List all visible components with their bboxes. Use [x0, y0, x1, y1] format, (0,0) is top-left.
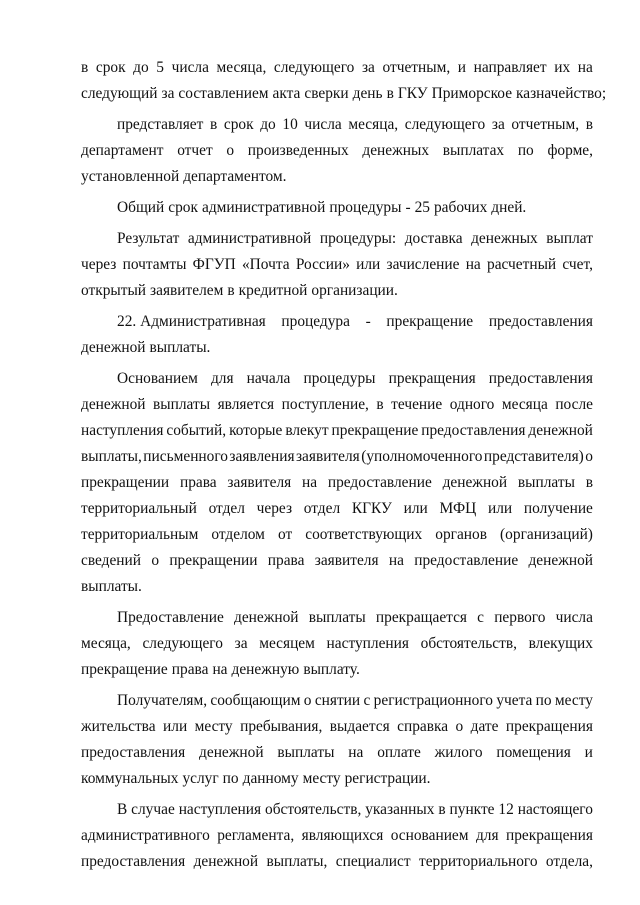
word: денежную — [231, 661, 300, 678]
word: ГКУ — [397, 85, 428, 102]
word: административной — [187, 230, 312, 247]
word: - — [405, 199, 411, 216]
word: которые — [229, 422, 283, 439]
word: до — [260, 116, 276, 133]
text-line — [81, 522, 593, 548]
word: в — [227, 282, 235, 299]
word: процедуры: — [319, 230, 397, 247]
word: наступления — [81, 422, 164, 439]
text-line — [81, 496, 593, 522]
word: одного — [449, 396, 495, 413]
word: специалист — [335, 853, 411, 870]
word: права — [267, 552, 305, 569]
word: за — [491, 116, 505, 133]
word: прекращения — [505, 827, 593, 844]
word: регистрации. — [344, 770, 431, 787]
word: доставка — [404, 230, 463, 247]
word: о — [455, 718, 464, 735]
word: процедуры — [303, 370, 376, 387]
word: и — [584, 744, 593, 761]
word: помещения — [496, 744, 571, 761]
word: следующего — [404, 116, 486, 133]
text-line — [81, 740, 593, 766]
word: 12 — [498, 801, 514, 818]
word: для — [475, 827, 499, 844]
text-line — [81, 714, 593, 740]
text-line — [81, 226, 593, 252]
word: административной — [201, 199, 326, 216]
word: выплату. — [303, 661, 360, 678]
word: 5 — [156, 59, 164, 76]
word: отчетным, — [511, 116, 580, 133]
word: с — [363, 692, 371, 709]
word: месяца — [501, 396, 548, 413]
word: 25 — [414, 199, 430, 216]
word: от — [277, 526, 293, 543]
text-line — [81, 309, 593, 335]
word: прекращении — [81, 474, 170, 491]
word: представителя) — [483, 448, 584, 465]
word: отдел — [208, 500, 245, 517]
paragraph-p6 — [81, 366, 593, 600]
word: денежной — [528, 552, 593, 569]
word: форме, — [547, 142, 593, 159]
word: жительства — [81, 718, 156, 735]
word: направляет — [473, 59, 547, 76]
text-line — [81, 81, 607, 107]
word: заявления — [229, 448, 295, 465]
word: выплаты — [153, 396, 211, 413]
word: выплат — [546, 230, 593, 247]
word: учета — [496, 692, 533, 709]
word: дате — [470, 718, 499, 735]
word: заявителем — [150, 282, 224, 299]
word: или — [488, 500, 513, 517]
word: прекращение — [81, 661, 168, 678]
word: в — [386, 85, 394, 102]
word: рабочих — [433, 199, 488, 216]
word: в — [585, 116, 593, 133]
word: указанных — [365, 801, 435, 818]
word: выплаты, — [81, 448, 142, 465]
word: денежной — [199, 744, 264, 761]
word: в — [585, 474, 593, 491]
word: основанием — [390, 827, 469, 844]
word: за — [234, 635, 248, 652]
word: снятии — [314, 692, 361, 709]
word: Общий — [117, 199, 165, 216]
word: обстоятельств, — [265, 801, 362, 818]
word: предоставления — [421, 422, 526, 439]
text-line — [81, 605, 593, 631]
word: в — [209, 116, 218, 133]
word: по — [535, 692, 552, 709]
word: справка — [397, 718, 449, 735]
word: прекращении — [169, 552, 258, 569]
word: до — [133, 59, 149, 76]
word: для — [210, 370, 234, 387]
word: их — [554, 59, 571, 76]
text-line — [81, 55, 593, 81]
word: заявителя — [227, 474, 292, 491]
word: оплате — [377, 744, 421, 761]
text-line — [81, 112, 593, 138]
word: месяцем — [259, 635, 315, 652]
word: услуг — [182, 770, 219, 787]
word: выплатах — [442, 142, 505, 159]
word: Результат — [117, 230, 180, 247]
word: пункте — [449, 801, 495, 818]
word: - — [365, 313, 371, 330]
word: срок — [223, 116, 254, 133]
word: прекращение — [386, 313, 474, 330]
word: ФГУП — [192, 256, 236, 273]
text-line — [81, 444, 593, 470]
word: предоставления — [81, 853, 186, 870]
paragraph-p2 — [81, 112, 593, 190]
word: месту — [554, 692, 593, 709]
word: через — [256, 500, 293, 517]
word: течение — [391, 396, 443, 413]
word: на — [465, 256, 481, 273]
paragraph-p7 — [81, 605, 593, 683]
word: Приморское — [431, 85, 513, 102]
word: о — [303, 692, 312, 709]
paragraph-p9 — [81, 797, 593, 875]
word: денежных — [471, 230, 538, 247]
word: представляет — [117, 116, 204, 133]
word: является — [217, 396, 275, 413]
word: предоставления — [488, 313, 593, 330]
text-line — [81, 252, 593, 278]
word: территориальный — [81, 500, 197, 517]
word: на — [212, 661, 228, 678]
word: (уполномоченного — [361, 448, 483, 465]
word: денежной — [193, 853, 259, 870]
word: счет, — [562, 256, 593, 273]
text-line — [81, 418, 593, 444]
word: являющихся — [301, 827, 384, 844]
word: на — [348, 744, 364, 761]
word: отчет — [177, 142, 213, 159]
word: установленной — [81, 168, 180, 185]
word: наступления — [326, 635, 409, 652]
word: 22. Административная — [117, 313, 266, 330]
word: числа — [171, 59, 209, 76]
word: за — [161, 85, 175, 102]
text-line — [81, 278, 593, 304]
word: России» — [295, 256, 350, 273]
paragraph-p4 — [81, 226, 593, 304]
word: письменного — [143, 448, 228, 465]
word: на — [388, 552, 404, 569]
word: территориальным — [81, 526, 199, 543]
word: МФЦ — [439, 500, 477, 517]
word: «Почта — [241, 256, 290, 273]
paragraph-p8 — [81, 688, 593, 792]
word: в — [438, 801, 446, 818]
word: месяца, — [348, 116, 399, 133]
text-line — [81, 138, 593, 164]
word: обстоятельств, — [420, 635, 517, 652]
word: данному — [242, 770, 299, 787]
word: по — [517, 142, 534, 159]
text-line — [81, 366, 593, 392]
text-line — [81, 657, 593, 683]
word: департамент — [81, 142, 164, 159]
word: срок — [168, 199, 198, 216]
word: влекущих — [528, 635, 593, 652]
word: денежной — [528, 422, 593, 439]
word: организации. — [311, 282, 398, 299]
word: заявителя — [314, 552, 379, 569]
word: на — [302, 474, 318, 491]
word: пребывания, — [240, 718, 323, 735]
word: В — [117, 801, 128, 818]
word: первого — [494, 609, 546, 626]
word: территориального — [418, 853, 538, 870]
word: Основанием — [117, 370, 198, 387]
paragraph-p1 — [81, 55, 607, 107]
text-line — [81, 335, 593, 361]
word: о — [151, 552, 160, 569]
word: по — [222, 770, 239, 787]
word: получение — [523, 500, 593, 517]
word: предоставления — [488, 370, 593, 387]
word: 10 — [282, 116, 298, 133]
word: денежных — [362, 142, 430, 159]
text-line — [81, 574, 593, 600]
word: за — [361, 59, 375, 76]
word: жилого — [434, 744, 483, 761]
text-line — [81, 688, 593, 714]
text-line — [81, 631, 593, 657]
word: дней. — [491, 199, 527, 216]
word: права — [171, 661, 209, 678]
word: поступление, — [281, 396, 369, 413]
word: акта — [272, 85, 301, 102]
word: Получателям, — [117, 692, 208, 709]
word: в — [376, 396, 384, 413]
word: или — [356, 256, 381, 273]
word: предоставление — [414, 552, 519, 569]
word: выплаты, — [266, 853, 328, 870]
word: денежной — [81, 396, 146, 413]
word: открытый — [81, 282, 147, 299]
word: через — [81, 256, 117, 273]
text-line — [81, 164, 593, 190]
word: с — [477, 609, 485, 626]
word: месяца, — [216, 59, 267, 76]
word: денежной — [81, 339, 146, 356]
word: или — [403, 500, 428, 517]
word: месяца, — [81, 635, 131, 652]
word: выплаты. — [149, 339, 211, 356]
word: выплаты. — [81, 578, 142, 595]
word: отдел — [303, 500, 341, 517]
word: месту — [302, 770, 341, 787]
word: событий, — [166, 422, 227, 439]
word: выплаты — [517, 474, 575, 491]
text-line — [81, 766, 593, 792]
document-page — [81, 55, 607, 880]
word: административного — [81, 827, 210, 844]
word: КГКУ — [351, 500, 392, 517]
word: или — [163, 718, 188, 735]
word: выплаты — [308, 609, 366, 626]
word: процедуры — [329, 199, 402, 216]
word: департаментом. — [183, 168, 287, 185]
word: прекращается — [375, 609, 467, 626]
word: отдела, — [545, 853, 593, 870]
word: расчетный — [487, 256, 557, 273]
word: и — [457, 59, 467, 76]
word: денежной — [233, 609, 299, 626]
word: регламента, — [217, 827, 295, 844]
word: день — [352, 85, 383, 102]
word: следующего — [273, 59, 355, 76]
word: процедура — [281, 313, 350, 330]
word: отчетным, — [382, 59, 451, 76]
text-line — [81, 195, 593, 221]
word: наступления — [178, 801, 262, 818]
word: прекращения — [388, 370, 476, 387]
word: денежной — [442, 474, 508, 491]
word: случае — [131, 801, 175, 818]
text-line — [81, 797, 593, 823]
text-line — [81, 470, 593, 496]
text-line — [81, 548, 593, 574]
word: прекращения — [505, 718, 593, 735]
word: произведенных — [247, 142, 349, 159]
word: органов — [435, 526, 487, 543]
word: числа — [304, 116, 342, 133]
word: сведений — [81, 552, 142, 569]
word: начала — [246, 370, 291, 387]
word: следующий — [81, 85, 158, 102]
word: месту — [194, 718, 233, 735]
word: зачисление — [386, 256, 460, 273]
word: влекут — [285, 422, 329, 439]
word: в — [81, 59, 89, 76]
word: кредитной — [238, 282, 308, 299]
word: числа — [555, 609, 593, 626]
text-line — [81, 392, 593, 418]
word: коммунальных — [81, 770, 179, 787]
word: составлением — [178, 85, 269, 102]
word: выдается — [329, 718, 390, 735]
word: отделом — [211, 526, 265, 543]
word: права — [179, 474, 217, 491]
word: сообщающим — [210, 692, 301, 709]
paragraph-p3 — [81, 195, 593, 221]
paragraph-p5 — [81, 309, 593, 361]
word: казначейство; — [516, 85, 607, 102]
text-line — [81, 849, 593, 875]
word: почтамты — [122, 256, 187, 273]
word: о — [226, 142, 235, 159]
word: Предоставление — [117, 609, 224, 626]
word: после — [555, 396, 593, 413]
word: срок — [95, 59, 126, 76]
word: предоставления — [81, 744, 186, 761]
text-line — [81, 823, 593, 849]
word: на — [577, 59, 593, 76]
word: о — [585, 448, 593, 465]
word: регистрационного — [373, 692, 493, 709]
word: следующего — [142, 635, 223, 652]
word: сверки — [304, 85, 349, 102]
word: прекращение — [331, 422, 419, 439]
word: (организаций) — [500, 526, 593, 543]
word: предоставление — [327, 474, 432, 491]
word: заявителя — [295, 448, 360, 465]
word: соответствующих — [305, 526, 423, 543]
word: настоящего — [517, 801, 593, 818]
word: выплаты — [277, 744, 335, 761]
